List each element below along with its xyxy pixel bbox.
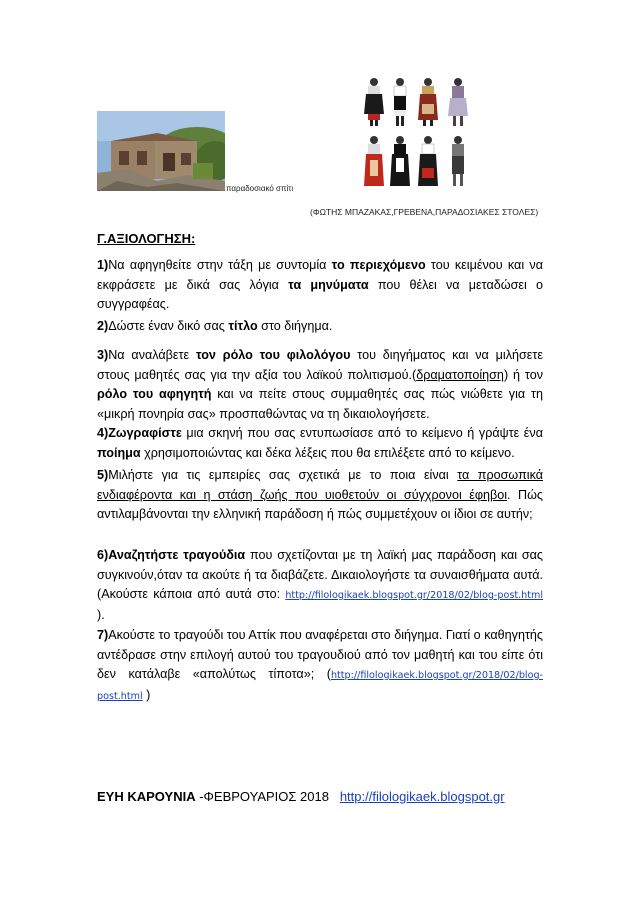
footer <box>97 789 505 804</box>
footer-date: -ΦΕΒΡΟΥΑΡΙΟΣ 2018 <box>195 789 340 804</box>
question-6 <box>97 546 543 625</box>
q7-number: 7) <box>97 628 109 642</box>
q5-text: . Πώς αντιλαμβάνονται την ελληνική παράδοση ή πώς συμμετέχουν οι ίδιοι σε αυτήν; <box>97 487 543 521</box>
q4-text: χρησιμοποιώντας και δέκα λέξεις που θα επιλέξετε από το κείμενο. <box>140 445 515 460</box>
q5-number: 5) <box>97 468 109 482</box>
question-7 <box>97 626 543 706</box>
q3-underlined-dramatization: δραματοποίηση <box>416 367 504 382</box>
footer-blog-link[interactable]: http://filologikaek.blogspot.gr <box>339 789 505 804</box>
q3-text: ) ή τον <box>503 367 543 382</box>
section-heading: Γ.ΑΞΙΟΛΟΓΗΣΗ: <box>97 231 196 246</box>
q6-blog-link[interactable]: http://filologikaek.blogspot.gr/2018/02/blog-post.html <box>285 590 543 601</box>
q1-text: του κειμένου και να εκφράσετε με δικά σας λόγια <box>97 258 543 292</box>
q3-bold-narrator: ρόλο του αφηγητή <box>97 387 212 401</box>
question-2 <box>97 317 543 337</box>
question-1 <box>97 256 543 315</box>
q5-text: Μιλήστε για τις εμπειρίες σας σχετικά με το ποια είναι <box>108 468 458 482</box>
q3-text: και να πείτε στους συμμαθητές σας πώς νιώθετε για τη «μικρή πονηρία σας» προσπαθώντας να τη δικαιολογήσετε. <box>97 387 543 421</box>
q2-number: 2) <box>97 319 109 333</box>
q7-text: Ακούστε το τραγούδι του Αττίκ που αναφέρεται στο διήγημα. Γιατί ο καθηγητής αντέδρασε στην επιλογή αυτού του τραγουδιού από τον μαθητή και του είπε ότι δεν κατάλαβε «απολύτως τίποτα»; ( <box>97 628 543 681</box>
footer-author: ΕΥΗ ΚΑΡΟΥΝΙΑ <box>97 789 196 804</box>
q1-text: που θέλει να μεταδώσει ο συγγραφέας. <box>97 277 544 311</box>
traditional-house-photo <box>97 111 225 191</box>
q1-bold-content: το περιεχόμενο <box>331 258 426 272</box>
q5-underlined-interests: τα προσωπικά ενδιαφέροντα και η στάση ζωής που υιοθετούν οι σύγχρονοι έφηβοι <box>97 468 543 502</box>
house-photo-caption: παραδοσιακό σπίτι <box>226 184 294 193</box>
q4-bold-draw: Ζωγραφίστε <box>108 426 182 440</box>
q3-text: Να αναλάβετε <box>108 348 196 362</box>
q6-text: που σχετίζονται με τη λαϊκή μας παράδοση και σας συγκινούν,όταν τα ακούτε ή τα διαβάζετε. Δικαιολογήστε τα συναισθήματα αυτά. (Ακούστε κάποια από αυτά στο: <box>97 548 543 601</box>
question-3 <box>97 346 543 424</box>
q1-text: Να αφηγηθείτε στην τάξη με συντομία <box>108 258 332 272</box>
q4-text: μια σκηνή που σας εντυπωσίασε από το κείμενο ή γράψτε ένα <box>181 426 543 440</box>
question-5 <box>97 466 543 525</box>
traditional-costumes-illustration <box>360 74 500 194</box>
q6-bold-songs: Αναζητήστε τραγούδια <box>108 548 246 562</box>
photo-credit: (ΦΩΤΗΣ ΜΠΑΖΑΚΑΣ,ΓΡΕΒΕΝΑ,ΠΑΡΑΔΟΣΙΑΚΕΣ ΣΤΟΛΕΣ) <box>310 207 539 217</box>
q3-number: 3) <box>97 348 109 362</box>
q2-bold-title: τίτλο <box>228 319 258 333</box>
q2-text: Δώστε έναν δικό σας <box>108 319 229 333</box>
q3-bold-role: τον ρόλο του φιλολόγου <box>195 348 351 362</box>
q3-text: του διηγήματος και να μιλήσετε στους μαθητές σας για την αξία του λαϊκού πολιτισμού.( <box>97 348 543 382</box>
q4-number: 4) <box>97 426 109 440</box>
q2-text: στο διήγημα. <box>257 319 333 333</box>
q1-bold-messages: τα μηνύματα <box>288 277 369 292</box>
q7-text: ) <box>142 687 151 702</box>
q1-number: 1) <box>97 258 109 272</box>
q7-blog-link[interactable]: http://filologikaek.blogspot.gr/2018/02/blog-post.html <box>97 670 543 702</box>
q4-bold-poem: ποίημα <box>97 445 141 460</box>
q6-text: ). <box>97 607 105 622</box>
question-4 <box>97 424 543 463</box>
q6-number: 6) <box>97 548 109 562</box>
